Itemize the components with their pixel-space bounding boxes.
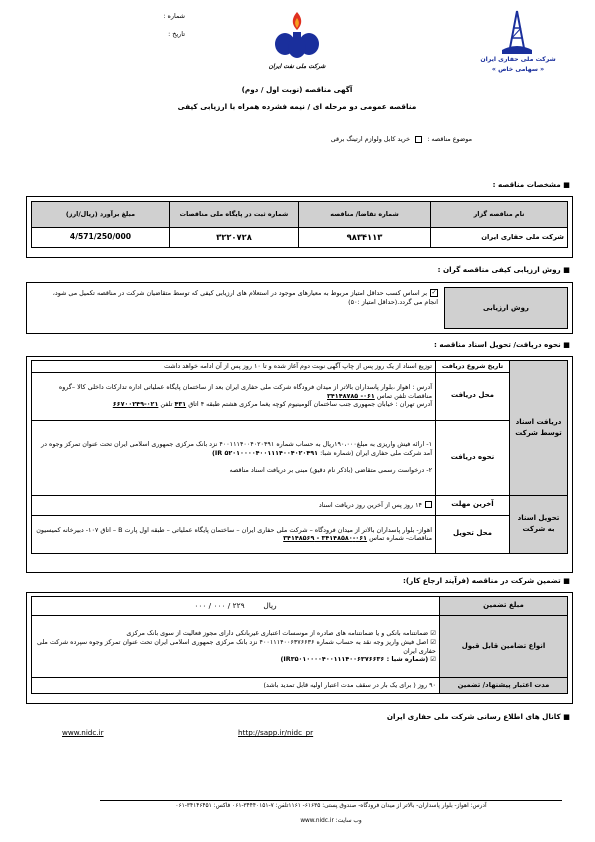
guarantee-amount-value: ۲۲۹ / ۰۰۰ / ۰۰۰ <box>194 601 245 610</box>
docs-table <box>31 360 568 554</box>
specs-heading: ■ مشخصات مناقصه : <box>492 180 570 189</box>
docs-place-text1: آدرس : اهواز ،بلوار پاسداران بالاتر از میدان فرودگاه شرکت ملی حفاری ایران بعد از ساختمان پایگاه عملیاتی اداره تدارکات داخلی کالا –گروه مناقصات تلفن تماس <box>58 383 432 400</box>
subject-value: خرید کابل ولوازم ارتینگ برقی <box>330 135 411 143</box>
docs-place-phone2: ۰۲۱-۶۶۷۰۰۲۴۹ <box>112 400 159 409</box>
drilling-rig-logo <box>500 10 534 54</box>
specs-header-registration-number: شماره ثبت در پایگاه ملی مناقصات <box>170 202 299 228</box>
docs-place-text2: آدرس تهران : خیابان جمهوری جنب ساختمان آلومینیوم کوچه یغما مرکزی هشتم طبقه ۴ اتاق <box>188 400 432 409</box>
docs-method-label: نحوه دریافت <box>436 420 510 495</box>
guarantee-type-2: ☑ اصل فیش واریز وجه نقد به حساب شماره ۴۰۰۱۱۱۴۰۰۶۳۷۶۶۳۶ نزد بانک مرکزی جمهوری اسلامی ایران تحت عنوان تمرکز وجوه سپرده شرکت ملی حفاری ایران <box>36 637 436 655</box>
docs-deliver-label: محل تحویل <box>436 515 510 553</box>
guarantee-type-1: ☑ ضمانتنامه بانکی و یا ضمانتنامه های صادره از موسسات اعتباری غیربانکی دارای مجوز فعالیت از سوی بانک مرکزی <box>126 629 436 638</box>
evaluation-label: روش ارزیابی <box>444 287 568 329</box>
docs-place-label: محل دریافت <box>436 372 510 420</box>
docs-receive-group-label: دریافت اسناد توسط شرکت <box>510 361 568 496</box>
evaluation-text-wrap <box>40 289 438 306</box>
footer-address: آدرس: اهواز- بلوار پاسداران- بالاتر از میدان فرودگاه- صندوق پستی: ۶۱۶۳۵- ۱۱۶۱تلفن: ۷-۳۴۴۴۰۱۵۱-۰۶۱ فاکس: ۳۴۱۴۶۴۵۱-۰۶۱ <box>175 803 487 809</box>
check-icon: ☑ <box>430 629 436 638</box>
channel-sapp-link[interactable]: http://sapp.ir/nidc_pr <box>238 728 314 737</box>
evaluation-checkbox-icon: ✓ <box>431 289 437 296</box>
specs-registration-number-value: ۳۲۲۰۷۲۸ <box>170 228 299 248</box>
guarantee-amount-unit: ریال <box>263 601 277 610</box>
guarantee-amount-label: مبلغ تضمین <box>440 597 568 616</box>
docs-deliver-phone: ۰۶۱-۳۴۱۴۸۵۸۰ - ۳۴۱۴۸۵۶۹ <box>283 534 368 543</box>
docs-method-cell <box>32 420 436 495</box>
docs-deliver-cell <box>32 515 436 553</box>
docs-deadline-cell <box>32 495 436 515</box>
specs-estimate-value: 4/571/250/000 <box>32 228 170 248</box>
company-name: شرکت ملی حفاری ایران <box>480 56 556 63</box>
docs-place-room: ۴۳۱ <box>174 400 187 409</box>
notice-subtitle: مناقصه عمومی دو مرحله ای / نیمه فشرده همراه با ارزیابی کیفی <box>177 102 417 111</box>
channel-website-link[interactable]: www.nidc.ir <box>62 728 104 737</box>
docs-deliver-text: اهواز- بلوار پاسداران بالاتر از میدان فرودگاه – شرکت ملی حفاری ایران – ساختمان پایگاه عملیاتی – طبقه اول پارت B – اتاق ۱۰۷- دبیرخانه کمیسیون مناقصات- شماره تماس <box>36 525 432 543</box>
evaluation-heading: ■ روش ارزیابی کیفی مناقصه گران : <box>437 265 570 274</box>
evaluation-box <box>26 282 573 334</box>
docs-start-text: توزیع اسناد از یک روز پس از چاپ آگهی نوبت دوم آغاز شده و تا ۱۰ روز پس از آن ادامه خواهد داشت <box>32 361 436 373</box>
subject-checkbox-icon <box>415 136 422 143</box>
docs-place-phone1: ۰۶۱- ۳۴۱۴۸۷۸۵ <box>327 391 375 400</box>
guarantee-types-label: انواع تضامین قابل قبول <box>440 616 568 678</box>
guarantee-table <box>31 596 568 694</box>
guarantee-amount-cell <box>32 597 440 616</box>
docs-place-text3: تلفن <box>160 400 173 409</box>
specs-header-organizer: نام مناقصه گزار <box>431 202 568 228</box>
subject-line <box>300 135 472 144</box>
guarantee-box <box>26 592 573 704</box>
docs-deadline-text: ۱۴ روز پس از آخرین روز دریافت اسناد <box>318 500 422 509</box>
notice-title: آگهی مناقصه (نوبت اول / دوم) <box>241 85 353 94</box>
docs-method-text1: ۱- ارائه فیش واریزی به مبلغ۱۹۰،۰۰۰ریال به حساب شماره ۴۰۰۱۱۱۴۰۰۴۰۲۰۴۹۱ نزد بانک مرکزی جمهوری اسلامی ایران تحت عنوان تمرکز وجوه در آمد شرکت ملی حفاری ایران (شماره شبا: <box>41 440 432 457</box>
guarantee-validity-label: مدت اعتبار پیشنهاد/ تضمین <box>440 678 568 694</box>
guarantee-validity-value: ۹۰ روز ( برای یک بار در سقف مدت اعتبار اولیه قابل تمدید باشد) <box>32 678 440 694</box>
number-label: شماره : <box>163 12 185 20</box>
docs-deadline-checkbox-icon <box>425 501 432 508</box>
subject-label: موضوع مناقصه : <box>427 135 472 143</box>
check-icon: ☑ <box>430 655 436 664</box>
check-icon: ☑ <box>430 637 436 646</box>
specs-request-number-value: ۹۸۳۴۱۱۳ <box>299 228 431 248</box>
specs-header-estimate: مبلغ برآورد (ریال/ارز) <box>32 202 170 228</box>
footer-website: وب سایت: www.nidc.ir <box>300 818 362 824</box>
docs-heading: ■ نحوه دریافت/ تحویل اسناد مناقصه : <box>433 340 570 349</box>
emblem-caption: شرکت ملی نفت ایران <box>268 63 326 70</box>
specs-box <box>26 196 573 258</box>
footer-divider <box>100 800 562 801</box>
docs-method-text2: ۲- درخواست رسمی متقاضی (باذکر نام دقیق) مبنی بر دریافت اسناد مناقصه <box>229 466 432 475</box>
docs-deliver-group-label: تحویل اسناد به شرکت <box>510 495 568 553</box>
evaluation-text: بر اساس کسب حداقل امتیاز مربوط به معیارهای موجود در استعلام های ارزیابی کیفی که توسط متقاضیان شرکت در مناقصه تکمیل می شود، انجام می گردد.(حداقل امتیاز :۵۰) <box>52 289 438 306</box>
specs-header-request-number: شماره تقاضا/ مناقصه <box>299 202 431 228</box>
company-subtitle: « سهامی خاص » <box>491 66 545 73</box>
guarantee-type-2-iban: ☑ (شماره شبا : IR۳۵۰۱۰۰۰۰۴۰۰۱۱۱۴۰۰۶۳۷۶۶۳۶) <box>280 655 436 664</box>
docs-box <box>26 356 573 573</box>
channels-heading: ■ کانال های اطلاع رسانی شرکت ملی حفاری ایران <box>386 712 570 721</box>
docs-method-iban: IR ۵۲۰۱۰۰۰۰۴۰۰۱۱۱۴۰۰۴۰۲۰۴۹۱) <box>212 449 319 457</box>
guarantee-heading: ■ تضمین شرکت در مناقصه (فرآیند ارجاع کار): <box>403 576 570 585</box>
docs-place-cell <box>32 372 436 420</box>
docs-deadline-label: آخرین مهلت <box>436 495 510 515</box>
date-label: تاریخ : <box>168 30 185 38</box>
guarantee-types-cell <box>32 616 440 678</box>
docs-start-label: تاریخ شروع دریافت <box>436 361 510 373</box>
specs-table <box>31 201 568 248</box>
specs-organizer-value: شرکت ملی حفاری ایران <box>431 228 568 248</box>
